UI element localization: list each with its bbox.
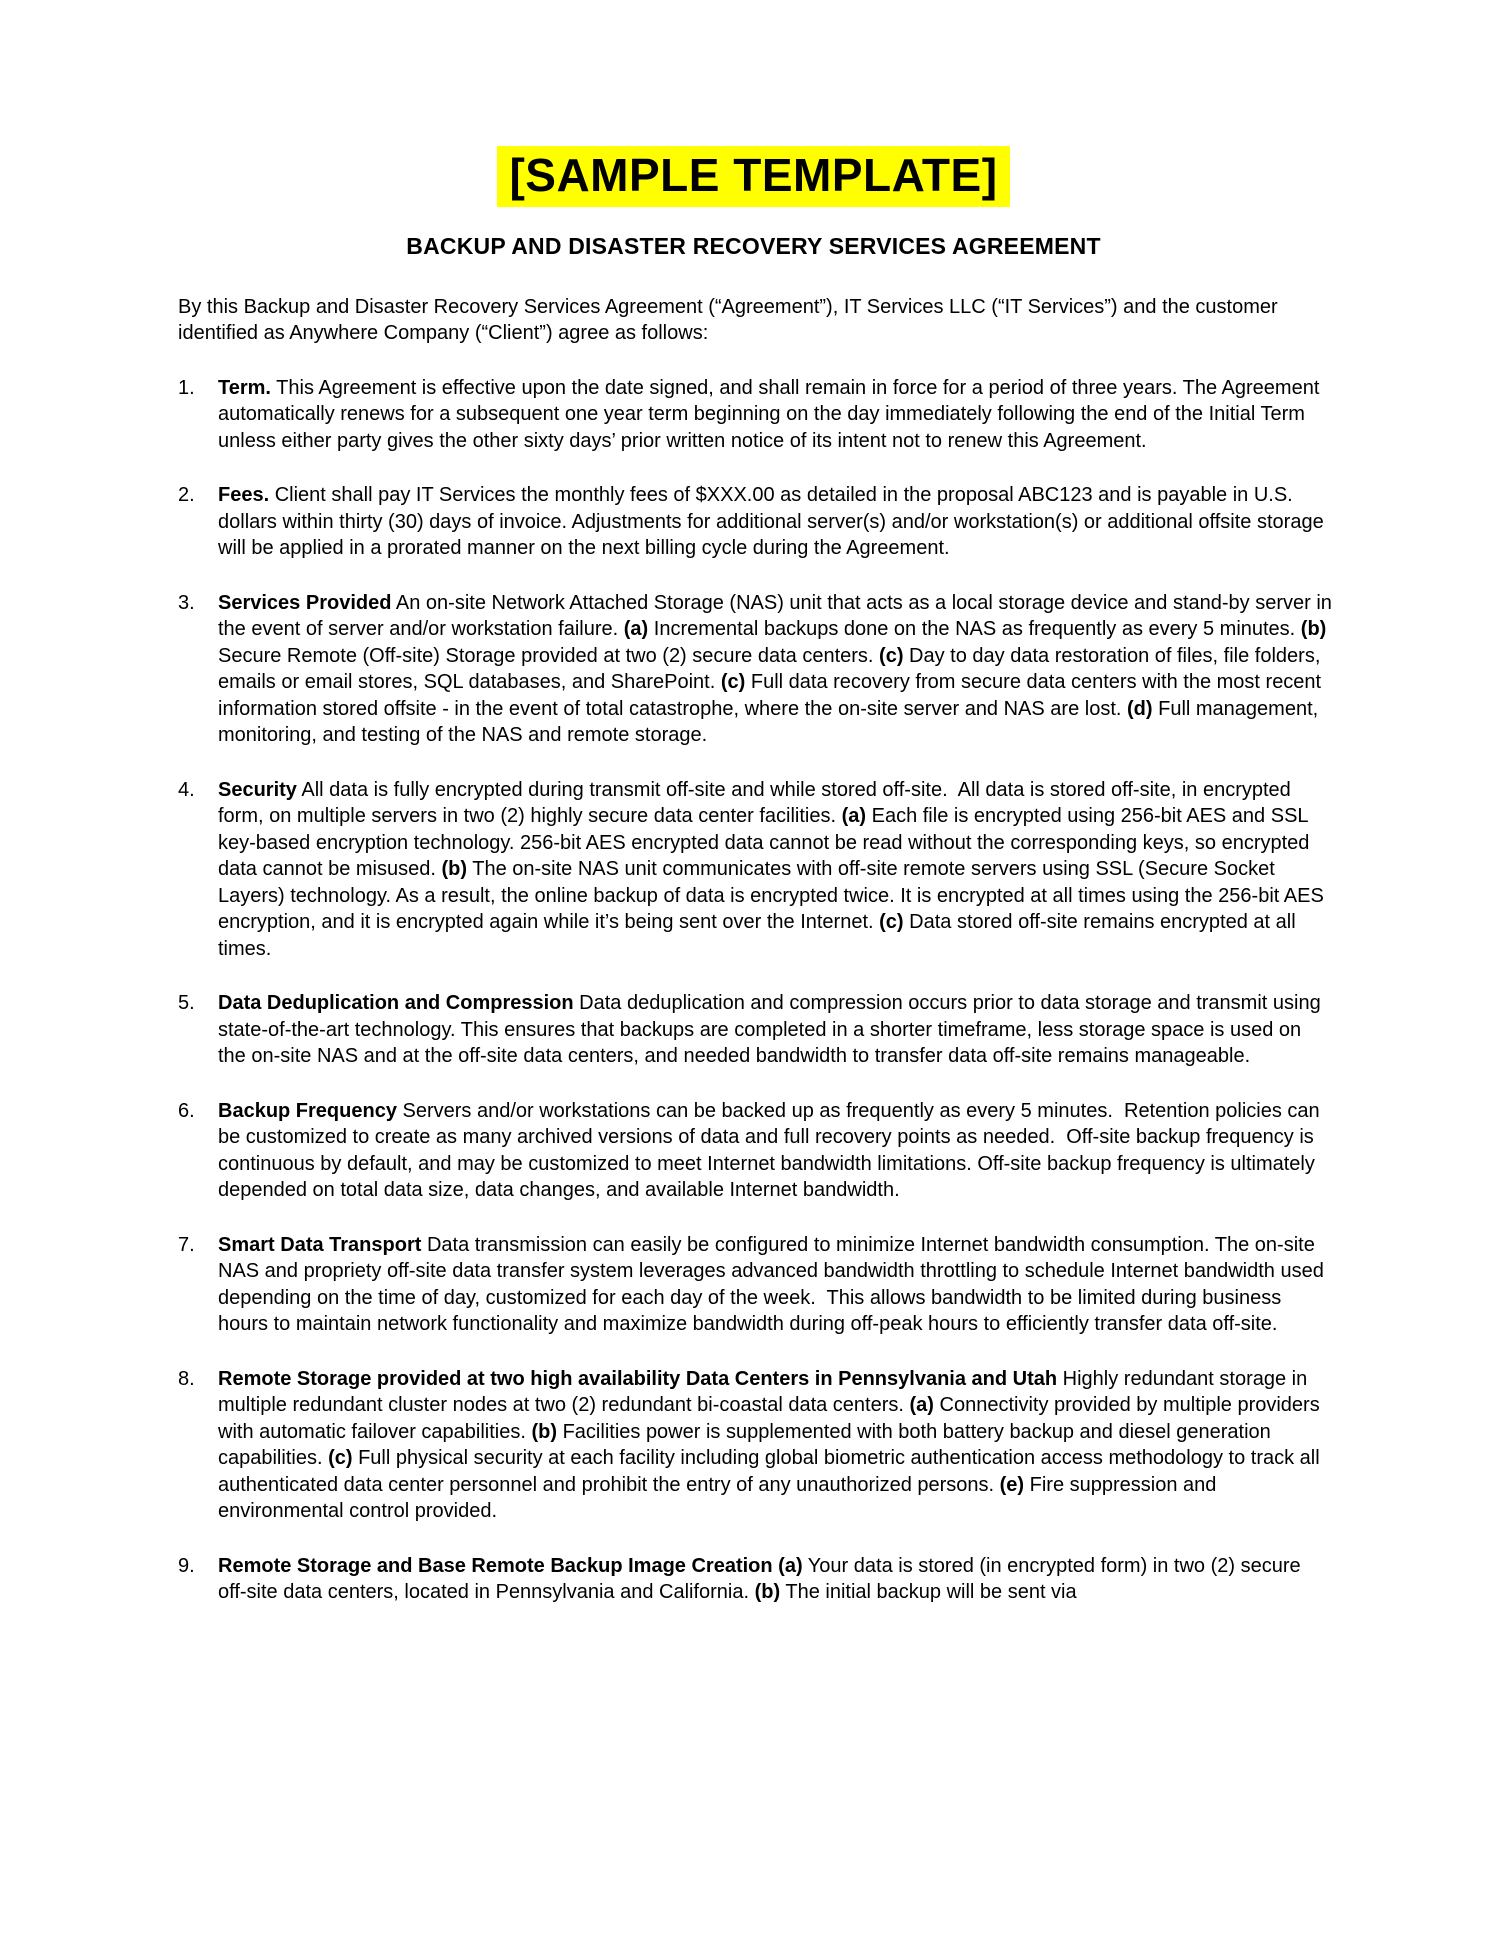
item-bold-text: (b)	[1300, 618, 1327, 641]
agreement-item	[175, 990, 1332, 1070]
banner-row	[175, 146, 1332, 207]
item-bold-text: (a)	[623, 618, 649, 641]
item-text: This Agreement is effective upon the date signed, and shall remain in force for a period of three years. The Agreement automatically renews for a subsequent one year term beginning on the day immediately following the end of the Initial Term unless either party gives the other sixty days’ prior written notice of its intent not to renew this Agreement.	[218, 376, 1325, 452]
item-text: The on-site NAS unit communicates with off-site remote servers using SSL (Secure Socket Layers) technology. As a result, the online backup of data is encrypted twice. It is encrypted at all times using the 256-bit AES encryption, and it is encrypted again while it’s being sent over the Internet.	[218, 858, 1330, 934]
item-bold-text: (c)	[879, 644, 904, 667]
agreement-list	[175, 375, 1338, 1606]
item-body	[218, 482, 1332, 562]
item-bold-text: (c)	[720, 671, 746, 694]
intro-paragraph: By this Backup and Disaster Recovery Services Agreement (“Agreement”), IT Services LLC (“IT Services”) and the customer identified as Anywhere Company (“Client”) agree as follows:	[178, 295, 1284, 345]
item-text: Highly redundant storage in multiple redundant cluster nodes at two (2) redundant bi-coastal data centers.	[218, 1367, 1313, 1417]
item-bold-text: (b)	[441, 858, 468, 881]
item-text: Each file is encrypted using 256-bit AES and SSL key-based encryption technology. 256-bit AES encrypted data cannot be read without the corresponding keys, so encrypted data cannot be misused.	[218, 805, 1315, 881]
item-number: 7.	[178, 1233, 195, 1256]
item-bold-text: (c)	[879, 911, 904, 934]
item-number: 8.	[178, 1367, 195, 1390]
item-number: 4.	[178, 778, 195, 801]
item-bold-text: Fees.	[218, 484, 270, 507]
item-body	[218, 990, 1332, 1070]
item-bold-text: Term.	[218, 376, 271, 399]
sample-template-banner: [SAMPLE TEMPLATE]	[497, 146, 1009, 207]
item-bold-text: Data Deduplication and Compression	[218, 992, 574, 1015]
item-body	[218, 1232, 1332, 1338]
agreement-item	[175, 482, 1332, 562]
item-bold-text: Remote Storage and Base Remote Backup Image Creation (a)	[218, 1554, 803, 1577]
item-number: 9.	[178, 1554, 195, 1577]
item-text: Data stored off-site remains encrypted at all times.	[218, 911, 1302, 960]
item-bold-text: (b)	[754, 1581, 781, 1604]
item-text: Fire suppression and environmental control provided.	[218, 1473, 1222, 1523]
item-text: Full management, monitoring, and testing of the NAS and remote storage.	[218, 697, 1324, 747]
item-bold-text: (c)	[328, 1447, 353, 1470]
agreement-item	[175, 1098, 1332, 1204]
item-number: 5.	[178, 992, 195, 1015]
agreement-item	[175, 1232, 1332, 1338]
item-text: Data deduplication and compression occurs prior to data storage and transmit using state-of-the-art technology. This ensures that backups are completed in a shorter timeframe, less storage space is used on the on-site NAS and at the off-site data centers, and needed bandwidth to transfer data off-site remains manageable.	[218, 992, 1327, 1068]
agreement-item	[175, 375, 1332, 455]
item-body	[218, 1553, 1332, 1606]
item-number: 2.	[178, 484, 195, 507]
item-bold-text: Security	[218, 778, 297, 801]
item-text: Day to day data restoration of files, file folders, emails or email stores, SQL databases, and SharePoint.	[218, 644, 1326, 694]
item-text: All data is fully encrypted during transmit off-site and while stored off-site. All data is stored off-site, in encrypted form, on multiple servers in two (2) highly secure data center facilities.	[218, 778, 1297, 828]
document-title: BACKUP AND DISASTER RECOVERY SERVICES AGREEMENT	[406, 232, 1101, 259]
item-bold-text: (e)	[999, 1473, 1025, 1496]
item-text: Full data recovery from secure data centers with the most recent information stored offsite - in the event of total catastrophe, where the on-site server and NAS are lost.	[218, 671, 1327, 720]
item-text: Secure Remote (Off-site) Storage provided at two (2) secure data centers.	[218, 618, 1332, 667]
item-bold-text: (d)	[1127, 697, 1153, 720]
item-text: Client shall pay IT Services the monthly fees of $XXX.00 as detailed in the proposal ABC123 and is payable in U.S. dollars within thirty (30) days of invoice. Adjustments for additional server(s) and/or workstation(s) or additional offsite storage will be applied in a prorated manner on the next billing cycle during the Agreement.	[218, 484, 1330, 560]
item-bold-text: Backup Frequency	[218, 1099, 397, 1122]
item-text: Incremental backups done on the NAS as frequently as every 5 minutes.	[648, 618, 1301, 641]
item-number: 3.	[178, 591, 195, 614]
item-text: Servers and/or workstations can be backed up as frequently as every 5 minutes. Retention policies can be customized to create as many archived versions of data and full recovery points as needed. Off-site backup frequency is continuous by default, and may be customized to meet Internet bandwidth limitations. Off-site backup frequency is ultimately depended on total data size, data changes, and available Internet bandwidth.	[218, 1099, 1326, 1202]
item-text: Data transmission can easily be configured to minimize Internet bandwidth consumption. The on-site NAS and propriety off-site data transfer system leverages advanced bandwidth throttling to schedule Internet bandwidth used depending on the time of day, customized for each day of the week. This allows bandwidth to be limited during business hours to maintain network functionality and maximize bandwidth during off-peak hours to efficiently transfer data off-site.	[218, 1233, 1330, 1336]
item-body	[218, 590, 1338, 749]
item-text: Facilities power is supplemented with both battery backup and diesel generation capabilities.	[218, 1420, 1277, 1470]
item-body	[218, 1366, 1332, 1525]
item-bold-text: Remote Storage provided at two high availability Data Centers in Pennsylvania and Utah	[218, 1367, 1058, 1390]
item-bold-text: (b)	[531, 1420, 558, 1443]
item-bold-text: (a)	[841, 805, 867, 828]
agreement-item	[175, 1366, 1332, 1525]
item-number: 1.	[178, 376, 195, 399]
item-body	[218, 375, 1332, 455]
item-text: An on-site Network Attached Storage (NAS) unit that acts as a local storage device and stand-by server in the event of server and/or workstation failure.	[218, 591, 1338, 641]
agreement-item	[175, 777, 1332, 963]
item-bold-text: Services Provided	[218, 591, 392, 614]
agreement-item	[175, 590, 1338, 749]
item-bold-text: (a)	[909, 1394, 934, 1417]
item-number: 6.	[178, 1099, 195, 1122]
item-text: The initial backup will be sent via	[780, 1581, 1077, 1604]
item-text: Your data is stored (in encrypted form) in two (2) secure off-site data centers, located in Pennsylvania and California.	[218, 1554, 1307, 1604]
agreement-item	[175, 1553, 1332, 1606]
item-body	[218, 1098, 1332, 1204]
item-text: Connectivity provided by multiple providers with automatic failover capabilities.	[218, 1394, 1326, 1443]
item-text: Full physical security at each facility including global biometric authentication access methodology to track all authenticated data center personnel and prohibit the entry of any unauthorized persons.	[218, 1447, 1326, 1496]
item-bold-text: Smart Data Transport	[218, 1233, 422, 1256]
item-body	[218, 777, 1332, 963]
